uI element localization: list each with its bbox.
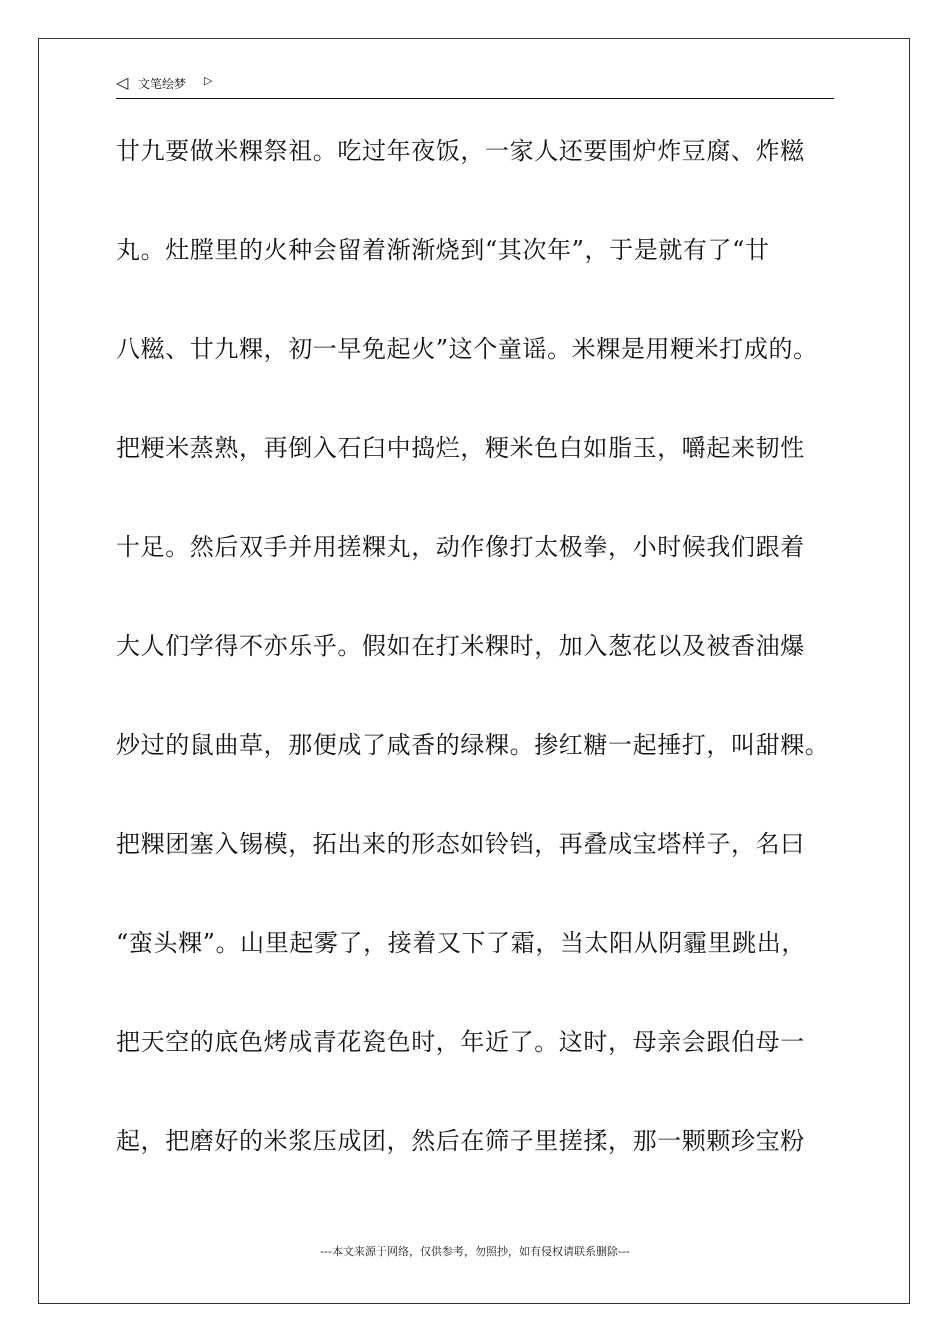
left-triangle-icon: ◁ xyxy=(116,73,129,92)
article-body xyxy=(116,120,846,1209)
text-line: 十足。然后双手并用搓粿丸，动作像打太极拳，小时候我们跟着 xyxy=(116,533,805,561)
text-line: “蛮头粿”。山里起雾了，接着又下了霜，当太阳从阴霾里跳出， xyxy=(116,929,806,957)
page-header xyxy=(116,72,834,99)
text-line: 丸。灶膛里的火种会留着渐渐烧到“其次年”，于是就有了“廿 xyxy=(116,236,770,264)
text-line: 起，把磨好的米浆压成团，然后在筛子里搓揉，那一颗颗珍宝粉 xyxy=(116,1127,805,1155)
text-line: 把粳米蒸熟，再倒入石臼中捣烂，粳米色白如脂玉，嚼起来韧性 xyxy=(116,434,805,462)
text-line: 廿九要做米粿祭祖。吃过年夜饭，一家人还要围炉炸豆腐、炸糍 xyxy=(116,137,805,165)
header-title: 文笔绘梦 xyxy=(138,77,187,91)
footer-disclaimer: ---本文来源于网络，仅供参考，勿照抄，如有侵权请联系删除--- xyxy=(320,1245,630,1258)
right-triangle-icon: ▷ xyxy=(204,74,213,87)
text-line: 把粿团塞入锡模，拓出来的形态如铃铛，再叠成宝塔样子，名曰 xyxy=(116,830,805,858)
text-line: 大人们学得不亦乐乎。假如在打米粿时，加入葱花以及被香油爆 xyxy=(116,632,805,660)
text-line: 八糍、廿九粿，初一早免起火”这个童谣。米粿是用粳米打成的。 xyxy=(116,335,818,363)
text-line: 把天空的底色烤成青花瓷色时，年近了。这时，母亲会跟伯母一 xyxy=(116,1028,805,1056)
text-line: 炒过的鼠曲草，那便成了咸香的绿粿。掺红糖一起捶打，叫甜粿。 xyxy=(116,731,830,759)
